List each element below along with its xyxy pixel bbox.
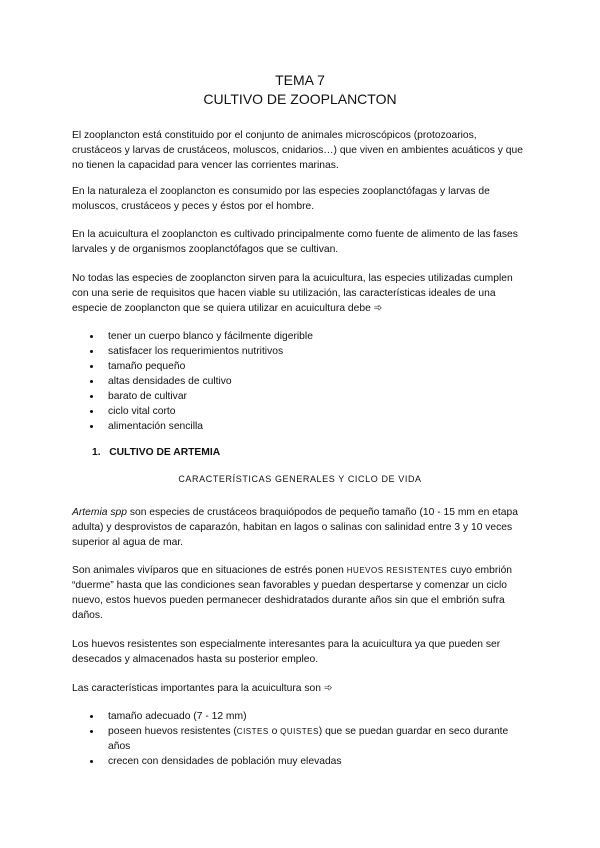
bullet-icon <box>90 760 93 763</box>
requirements-list <box>72 329 528 434</box>
page-title: CULTIVO DE ZOOPLANCTON <box>203 91 397 107</box>
bullet-icon <box>90 380 93 383</box>
bullet-icon <box>90 715 93 718</box>
list-item: satisfacer los requerimientos nutritivos <box>72 344 528 359</box>
list-item: alimentación sencilla <box>72 419 528 434</box>
section-number: 1. <box>92 447 101 458</box>
topic-number: TEMA 7 <box>275 72 325 88</box>
list-item: tamaño adecuado (7 - 12 mm) <box>72 709 528 724</box>
intro-paragraph: El zooplancton está constituido por el conjunto de animales microscópicos (protozoarios, crustáceos y larvas de crustáceos, moluscos, cnidarios…) que viven en ambientes acuáticos y que no tienen la capacidad para vencer las corrientes marinas. <box>72 130 523 171</box>
features-list <box>72 709 528 769</box>
nature-paragraph: En la naturaleza el zooplancton es consumido por las especies zooplanctófagas y larvas de moluscos, crustáceos y peces y éstos por el hombre. <box>72 186 490 212</box>
artemia-description-paragraph: Artemia spp son especies de crustáceos braquiópodos de pequeño tamaño (10 - 15 mm en etapa adulta) y desprovistos de caparazón, habitan en lagos o salinas con salinidad entre 3 y 10 veces superior al agua de mar. <box>72 507 518 548</box>
eggs-interest-paragraph: Los huevos resistentes son especialmente interesantes para la acuicultura ya que pueden ser desecados y almacenados hasta su posterior empleo. <box>72 639 501 665</box>
list-item: barato de cultivar <box>72 389 528 404</box>
list-item: poseen huevos resistentes (CISTES o QUISTES) que se puedan guardar en seco durante años <box>72 724 528 754</box>
bullet-icon <box>90 395 93 398</box>
bullet-icon <box>90 350 93 353</box>
resistant-eggs-paragraph: Son animales vivíparos que en situaciones de estrés ponen HUEVOS RESISTENTES cuyo embrión “duerme” hasta que las condiciones sean favorables y puedan despertarse y comenzar un ciclo nuevo, estos huevos pueden permanecer deshidratados durante años sin que el embrión sufra daños. <box>72 565 513 621</box>
section-subtitle: CARACTERÍSTICAS GENERALES Y CICLO DE VIDA <box>178 474 422 484</box>
aquaculture-paragraph: En la acuicultura el zooplancton es cultivado principalmente como fuente de alimento de las fases larvales y de organismos zooplanctófagos que se cultivan. <box>72 229 518 255</box>
features-intro-paragraph: Las características importantes para la acuicultura son ➾ <box>72 683 333 694</box>
section-heading <box>92 447 220 458</box>
resistant-eggs-term: HUEVOS RESISTENTES <box>346 566 448 575</box>
list-item: altas densidades de cultivo <box>72 374 528 389</box>
bullet-icon <box>90 425 93 428</box>
bullet-icon <box>90 730 93 733</box>
bullet-icon <box>90 335 93 338</box>
requirements-intro-paragraph: No todas las especies de zooplancton sirven para la acuicultura, las especies utilizadas cumplen con una serie de requisitos que hacen viable su utilización, las características ideales de una especie de zooplancton que se quiera utilizar en acuicultura debe ➾ <box>72 273 513 314</box>
list-item: crecen con densidades de población muy elevadas <box>72 754 528 769</box>
list-item: ciclo vital corto <box>72 404 528 419</box>
list-item: tener un cuerpo blanco y fácilmente digerible <box>72 329 528 344</box>
species-name: Artemia spp <box>72 507 127 518</box>
bullet-icon <box>90 365 93 368</box>
list-item: tamaño pequeño <box>72 359 528 374</box>
section-title: CULTIVO DE ARTEMIA <box>109 447 221 458</box>
bullet-icon <box>90 410 93 413</box>
